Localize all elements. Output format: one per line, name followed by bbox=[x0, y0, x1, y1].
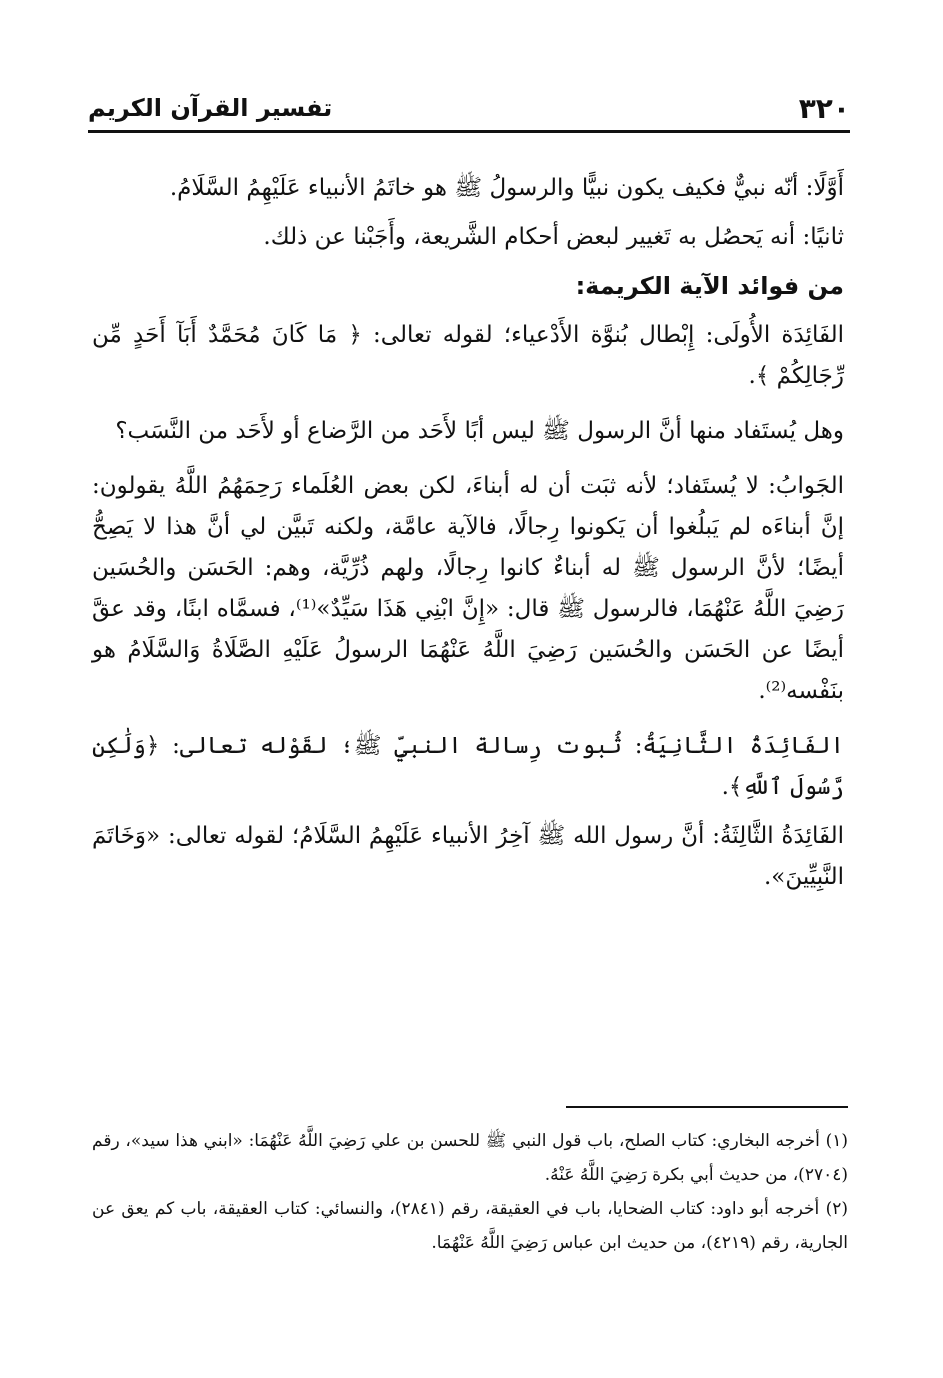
paragraph-benefit-one: الفَائِدَة الأُولَى: إِبْطال بُنوَّة الأَدْعياء؛ لقوله تعالى: ﴿ مَا كَانَ مُحَمَّدٌ أَبَآ أَحَدٍ مِّن رِّجَالِكُمْ ﴾. bbox=[92, 322, 844, 389]
paragraph-benefit-three: الفَائِدَةُ الثَّالِثَةُ: أنَّ رسول الله ﷺ آخِرُ الأنبياء عَلَيْهِمُ السَّلَامُ؛ لقوله تعالى: «وَخَاتَمَ النَّبِيِّينَ». bbox=[92, 823, 844, 890]
book-title: تفسير القرآن الكريم bbox=[88, 94, 333, 122]
footnotes bbox=[92, 1124, 848, 1260]
footnote-divider bbox=[566, 1106, 848, 1108]
paragraph-benefit-two: الفَائِدَةُ الثَّانِيَةُ: ثُبوت رِسالة النبيِّ ﷺ؛ لقَوْله تعالى: ﴿وَلَٰكِن رَّسُولَ ٱللَّهِ﴾. bbox=[92, 733, 844, 800]
header-divider bbox=[88, 130, 850, 133]
footnote-1: (١) أخرجه البخاري: كتاب الصلح، باب قول النبي ﷺ للحسن بن علي رَضِيَ اللَّهُ عَنْهُمَا: «ابني هذا سيد»، رقم (٢٧٠٤)، من حديث أبي بكرة رَضِيَ اللَّهُ عَنْهُ. bbox=[92, 1131, 848, 1185]
running-header bbox=[88, 92, 850, 128]
paragraph-first-point: أَوَّلًا: أنّه نبيٌّ فكيف يكون نبيًّا والرسولُ ﷺ هو خاتَمُ الأنبياء عَلَيْهِمُ السَّلَامُ. bbox=[169, 175, 844, 201]
paragraph-answer: الجَوابُ: لا يُستَفاد؛ لأنه ثبَت أن له أبناءَ، لكن بعض العُلَماء رَحِمَهُمُ اللَّهُ يقولون: إنَّ أبناءَه لم يَبلُغوا أن يَكونوا رِجالًا، فالآية عامَّة، ولكنه تَبيَّن لي أنَّ هذا لا يَصِحُّ أيضًا؛ لأنَّ الرسول ﷺ له أبناءٌ كانوا رِجالًا، ولهم ذُرِّيَّة، وهم: الحَسَن والحُسَين رَضِيَ اللَّهُ عَنْهُمَا، فالرسول ﷺ قال: «إِنَّ ابْنِي هَذَا سَيِّدٌ»⁽¹⁾، فسمَّاه ابنًا، وقد عقَّ أيضًا عن الحَسَن والحُسَين رَضِيَ اللَّهُ عَنْهُمَا الرسولُ عَلَيْهِ الصَّلَاةُ وَالسَّلَامُ هو بنَفْسه⁽²⁾. bbox=[92, 473, 844, 704]
paragraph-question: وهل يُستَفاد منها أنَّ الرسول ﷺ ليس أبًا لأَحَد من الرَّضاع أو لأَحَد من النَّسَب؟ bbox=[115, 418, 844, 444]
section-heading: من فوائد الآية الكريمة: bbox=[575, 272, 844, 300]
page-number: ٣٢٠ bbox=[798, 92, 850, 125]
footnote-2: (٢) أخرجه أبو داود: كتاب الضحايا، باب في العقيقة، رقم (٢٨٤١)، والنسائي: كتاب العقيقة، باب كم يعق عن الجارية، رقم (٤٢١٩)، من حديث ابن عباس رَضِيَ اللَّهُ عَنْهُمَا. bbox=[92, 1199, 848, 1253]
paragraph-second-point: ثانيًا: أنه يَحصُل به تَغيير لبعض أحكام الشَّريعة، وأَجَبْنا عن ذلك. bbox=[263, 224, 844, 250]
main-text bbox=[92, 168, 844, 906]
